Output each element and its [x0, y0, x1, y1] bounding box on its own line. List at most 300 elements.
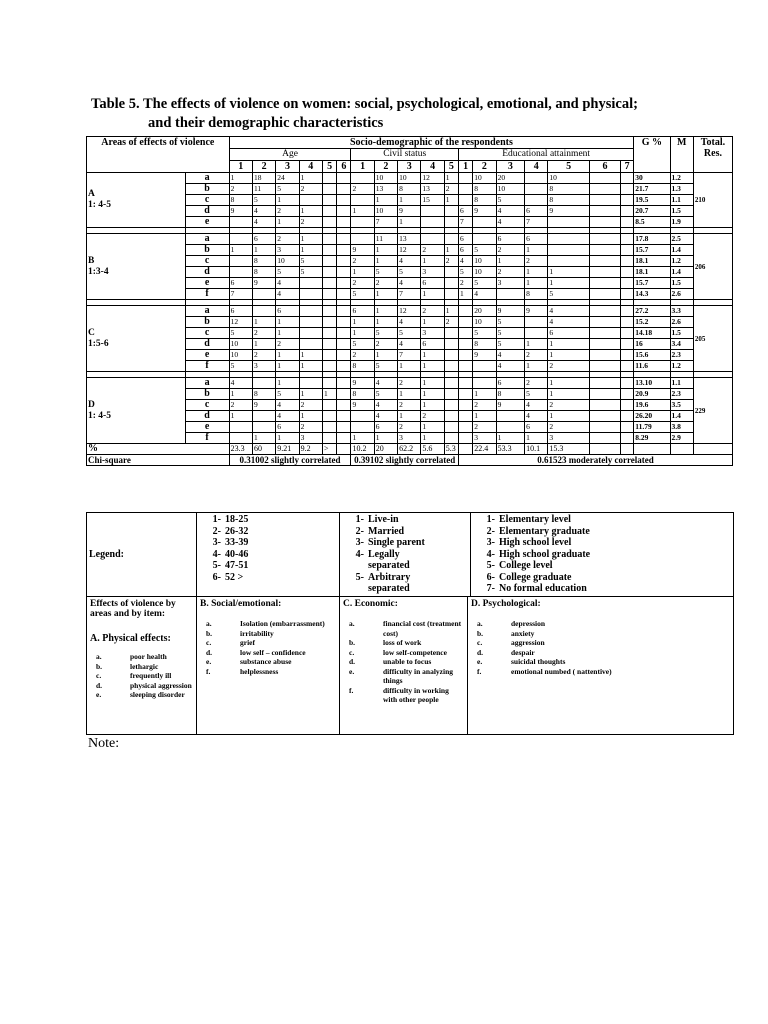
- age-cell: 4: [252, 206, 275, 217]
- edu-cell: 10: [473, 317, 496, 328]
- g-percent-cell: 27.2: [634, 306, 670, 317]
- civil-cell: [351, 422, 374, 433]
- legend-number: 3-: [355, 537, 364, 548]
- edu-cell: [589, 328, 620, 339]
- age-cell: [299, 378, 322, 389]
- age-cell: 5: [299, 256, 322, 267]
- legend-item: [199, 537, 337, 549]
- edu-cell: [459, 317, 473, 328]
- edu-cell: 6: [459, 206, 473, 217]
- legend-number: 4-: [486, 548, 495, 560]
- area-label: D 1: 4-5: [87, 378, 186, 444]
- civil-cell: 4: [398, 317, 421, 328]
- edu-cell: 3: [548, 433, 589, 444]
- edu-cell: [621, 245, 634, 256]
- legend-text: Legally separated: [368, 548, 410, 571]
- edu-cell: [525, 184, 548, 195]
- edu-cell: [589, 306, 620, 317]
- age-cell: 1: [299, 411, 322, 422]
- age-cell: [322, 245, 336, 256]
- edu-col-number: 5: [548, 161, 589, 173]
- effect-item: [200, 657, 336, 667]
- legend-table: [86, 512, 734, 597]
- age-cell: [337, 217, 351, 228]
- legend-text: 47-51: [225, 560, 249, 571]
- table-row: [87, 234, 733, 245]
- effect-letter: a.: [477, 619, 483, 628]
- g-percent-cell: 13.10: [634, 378, 670, 389]
- edu-cell: 7: [525, 217, 548, 228]
- age-col-number: 3: [276, 161, 299, 173]
- age-cell: 1: [299, 389, 322, 400]
- age-cell: [337, 433, 351, 444]
- age-cell: [337, 234, 351, 245]
- legend-item: [342, 572, 468, 595]
- age-col-number: 5: [322, 161, 336, 173]
- g-percent-cell: 8.29: [634, 433, 670, 444]
- edu-cell: [621, 195, 634, 206]
- item-letter: e: [185, 217, 229, 228]
- legend-edu: [471, 513, 734, 597]
- effect-letter: b.: [349, 638, 356, 647]
- edu-cell: [589, 422, 620, 433]
- mean-cell: 1.2: [670, 173, 693, 184]
- edu-cell: [621, 411, 634, 422]
- edu-cell: [621, 378, 634, 389]
- age-cell: [322, 306, 336, 317]
- effect-item: [200, 638, 336, 648]
- edu-cell: [525, 317, 548, 328]
- age-cell: 1: [252, 433, 275, 444]
- civil-cell: 1: [398, 389, 421, 400]
- edu-cell: 10: [473, 173, 496, 184]
- edu-cell: 1: [525, 278, 548, 289]
- effect-letter: f.: [477, 666, 482, 676]
- g-percent-cell: 19.6: [634, 400, 670, 411]
- edu-cell: 2: [473, 422, 496, 433]
- mean-cell: 3.3: [670, 306, 693, 317]
- edu-cell: [621, 317, 634, 328]
- edu-cell: 4: [496, 350, 525, 361]
- edu-cell: 8: [473, 195, 496, 206]
- civil-cell: 7: [398, 350, 421, 361]
- edu-cell: 8: [548, 184, 589, 195]
- edu-cell: [621, 422, 634, 433]
- item-letter: e: [185, 422, 229, 433]
- g-percent-cell: 8.5: [634, 217, 670, 228]
- legend-number: 2-: [486, 525, 495, 537]
- civil-cell: 7: [374, 217, 397, 228]
- edu-cell: [459, 195, 473, 206]
- civil-cell: 15: [421, 195, 444, 206]
- age-cell: 2: [229, 400, 252, 411]
- legend-item: [199, 560, 337, 572]
- table-row: [87, 173, 733, 184]
- item-letter: b: [185, 389, 229, 400]
- effect-item: [90, 652, 193, 662]
- legend-number: 3-: [212, 537, 221, 548]
- edu-cell: 7: [459, 217, 473, 228]
- effect-letter: e.: [96, 690, 102, 699]
- total-res-cell: 210: [693, 173, 732, 228]
- item-letter: a: [185, 378, 229, 389]
- edu-cell: [548, 217, 589, 228]
- edu-cell: [496, 289, 525, 300]
- edu-cell: 5: [548, 289, 589, 300]
- age-cell: 1: [276, 378, 299, 389]
- age-cell: [229, 217, 252, 228]
- civil-cell: 4: [374, 400, 397, 411]
- edu-cell: [459, 411, 473, 422]
- g-percent-cell: 30: [634, 173, 670, 184]
- effect-text: aggression: [511, 638, 545, 647]
- legend-number: 1-: [486, 514, 495, 525]
- civil-cell: 5: [398, 328, 421, 339]
- effect-text: helplessness: [240, 666, 279, 676]
- edu-cell: [459, 400, 473, 411]
- social-title: B. Social/emotional:: [200, 599, 282, 609]
- age-cell: 1: [299, 245, 322, 256]
- effect-text: unable to focus: [383, 657, 432, 666]
- item-letter: b: [185, 184, 229, 195]
- mean-cell: 1.5: [670, 278, 693, 289]
- age-cell: [322, 195, 336, 206]
- g-percent-cell: 18.1: [634, 267, 670, 278]
- age-cell: 6: [252, 234, 275, 245]
- edu-cell: [496, 422, 525, 433]
- item-letter: e: [185, 278, 229, 289]
- civil-cell: 1: [374, 289, 397, 300]
- percent-row: [87, 444, 733, 455]
- item-letter: c: [185, 328, 229, 339]
- legend-text: High school level: [499, 537, 572, 548]
- civil-cell: 4: [374, 378, 397, 389]
- age-col-number: 1: [229, 161, 252, 173]
- civil-cell: 1: [421, 389, 444, 400]
- edu-cell: 6: [548, 328, 589, 339]
- age-cell: 2: [299, 400, 322, 411]
- edu-cell: 6: [496, 234, 525, 245]
- edu-cell: [459, 350, 473, 361]
- legend-text: College level: [499, 560, 553, 571]
- edu-cell: [621, 184, 634, 195]
- civil-cell: 1: [421, 400, 444, 411]
- legend-age: [197, 513, 340, 597]
- civil-cell: 3: [421, 267, 444, 278]
- g-percent-cell: 16: [634, 339, 670, 350]
- edu-cell: [459, 378, 473, 389]
- civil-cell: 9: [351, 245, 374, 256]
- edu-cell: [621, 400, 634, 411]
- civil-cell: [421, 217, 444, 228]
- civil-cell: 2: [398, 422, 421, 433]
- edu-cell: 1: [548, 378, 589, 389]
- edu-cell: [589, 173, 620, 184]
- chi-civil: 0.39102 slightly correlated: [351, 455, 459, 466]
- effect-letter: c.: [206, 638, 212, 647]
- civil-cell: [351, 234, 374, 245]
- effect-text: anxiety: [511, 628, 535, 638]
- mean-blank: [670, 444, 693, 455]
- effect-item: [343, 657, 464, 667]
- age-cell: [299, 289, 322, 300]
- legend-text: Single parent: [368, 537, 425, 548]
- edu-cell: [621, 217, 634, 228]
- age-cell: 1: [229, 389, 252, 400]
- effect-letter: a.: [206, 619, 212, 628]
- civil-cell: [444, 400, 458, 411]
- civil-cell: 2: [421, 306, 444, 317]
- civil-cell: 8: [351, 361, 374, 372]
- age-cell: 1: [276, 317, 299, 328]
- civil-cell: 6: [374, 422, 397, 433]
- civil-cell: [444, 234, 458, 245]
- civil-cell: 1: [421, 433, 444, 444]
- edu-cell: 6: [496, 378, 525, 389]
- civil-cell: [444, 361, 458, 372]
- g-percent-cell: 11.6: [634, 361, 670, 372]
- edu-cell: [621, 173, 634, 184]
- age-cell: [337, 389, 351, 400]
- legend-item: [342, 537, 468, 549]
- edu-cell: 4: [459, 256, 473, 267]
- edu-cell: [621, 389, 634, 400]
- age-cell: 18: [252, 173, 275, 184]
- chi-square-label: Chi-square: [87, 455, 230, 466]
- m-header: M: [670, 137, 693, 173]
- edu-cell: [621, 289, 634, 300]
- age-cell: [322, 433, 336, 444]
- edu-cell: 5: [496, 195, 525, 206]
- civil-cell: [444, 206, 458, 217]
- legend-item: [199, 514, 337, 526]
- edu-cell: [589, 317, 620, 328]
- edu-col-number: 2: [473, 161, 496, 173]
- edu-cell: [525, 328, 548, 339]
- age-cell: 7: [229, 289, 252, 300]
- age-cell: 1: [299, 173, 322, 184]
- age-cell: [322, 400, 336, 411]
- g-percent-cell: 20.9: [634, 389, 670, 400]
- civil-cell: 12: [421, 173, 444, 184]
- age-cell: 9: [252, 278, 275, 289]
- age-cell: [322, 234, 336, 245]
- edu-cell: [473, 378, 496, 389]
- civil-cell: 1: [421, 256, 444, 267]
- legend-civil: [340, 513, 471, 597]
- mean-cell: 1.2: [670, 256, 693, 267]
- edu-percent: 10.1: [525, 444, 548, 455]
- civil-cell: 4: [398, 278, 421, 289]
- note-label: Note:: [88, 736, 120, 751]
- edu-cell: 4: [548, 317, 589, 328]
- edu-cell: [459, 328, 473, 339]
- age-cell: [337, 173, 351, 184]
- mean-cell: 1.5: [670, 206, 693, 217]
- civil-cell: 1: [421, 350, 444, 361]
- effect-item: [343, 638, 464, 648]
- age-cell: 6: [276, 422, 299, 433]
- areas-header: Areas of effects of violence: [87, 137, 230, 173]
- edu-cell: 8: [473, 184, 496, 195]
- civil-cell: 2: [421, 411, 444, 422]
- g-percent-cell: 21.7: [634, 184, 670, 195]
- age-cell: 11: [252, 184, 275, 195]
- edu-header: Educational attainment: [459, 149, 634, 161]
- mean-cell: 2.6: [670, 289, 693, 300]
- edu-cell: 2: [525, 378, 548, 389]
- legend-item: [199, 526, 337, 538]
- age-cell: 3: [252, 361, 275, 372]
- civil-cell: 13: [421, 184, 444, 195]
- item-letter: f: [185, 289, 229, 300]
- edu-cell: 20: [473, 306, 496, 317]
- edu-cell: [621, 339, 634, 350]
- edu-cell: [589, 195, 620, 206]
- table-row: [87, 306, 733, 317]
- age-cell: [337, 306, 351, 317]
- civil-cell: 1: [374, 256, 397, 267]
- civil-cell: 10: [374, 173, 397, 184]
- item-letter: c: [185, 256, 229, 267]
- civil-cell: 13: [398, 234, 421, 245]
- edu-cell: 1: [473, 411, 496, 422]
- age-cell: 10: [229, 350, 252, 361]
- age-cell: [299, 328, 322, 339]
- civil-cell: 1: [351, 317, 374, 328]
- edu-cell: [621, 361, 634, 372]
- civil-cell: 1: [374, 306, 397, 317]
- age-cell: [337, 422, 351, 433]
- civil-cell: 3: [398, 433, 421, 444]
- civil-cell: 13: [374, 184, 397, 195]
- civil-cell: 6: [421, 278, 444, 289]
- civil-cell: [444, 433, 458, 444]
- legend-item: [473, 526, 731, 538]
- civil-cell: 5: [374, 328, 397, 339]
- age-cell: 8: [252, 389, 275, 400]
- civil-cell: 2: [351, 350, 374, 361]
- mean-cell: 2.9: [670, 433, 693, 444]
- g-percent-cell: 15.7: [634, 245, 670, 256]
- age-cell: [322, 173, 336, 184]
- edu-cell: 2: [525, 256, 548, 267]
- civil-cell: [444, 411, 458, 422]
- edu-cell: [459, 173, 473, 184]
- legend-item: [473, 583, 731, 595]
- age-cell: 10: [229, 339, 252, 350]
- civil-cell: 2: [421, 245, 444, 256]
- age-cell: [337, 328, 351, 339]
- edu-cell: [459, 339, 473, 350]
- psych-title: D. Psychological:: [471, 599, 541, 609]
- social-effects-cell: [197, 597, 340, 735]
- civil-cell: [444, 389, 458, 400]
- g-percent-blank: [634, 444, 670, 455]
- age-cell: 4: [276, 411, 299, 422]
- item-letter: e: [185, 350, 229, 361]
- effects-intro: Effects of violence by areas and by item:: [90, 599, 176, 619]
- edu-cell: 1: [525, 245, 548, 256]
- civil-cell: 12: [398, 306, 421, 317]
- mean-cell: 1.4: [670, 245, 693, 256]
- edu-cell: [548, 245, 589, 256]
- effects-data-table: [86, 136, 733, 466]
- edu-cell: 4: [548, 306, 589, 317]
- edu-cell: [589, 184, 620, 195]
- mean-cell: 1.4: [670, 267, 693, 278]
- age-col-number: 2: [252, 161, 275, 173]
- civil-cell: 5: [398, 267, 421, 278]
- effect-letter: d.: [477, 647, 484, 657]
- chi-age: 0.31002 slightly correlated: [229, 455, 351, 466]
- edu-cell: 1: [548, 278, 589, 289]
- edu-percent: 22.4: [473, 444, 496, 455]
- mean-cell: 2.3: [670, 389, 693, 400]
- age-cell: 4: [276, 289, 299, 300]
- legend-label: Legend:: [87, 513, 197, 597]
- edu-cell: [589, 217, 620, 228]
- g-percent-cell: 17.8: [634, 234, 670, 245]
- effect-item: [200, 629, 336, 639]
- civil-cell: 1: [398, 195, 421, 206]
- effect-text: low self-competence: [383, 647, 447, 657]
- item-letter: a: [185, 234, 229, 245]
- g-percent-cell: 26.20: [634, 411, 670, 422]
- age-cell: 4: [229, 378, 252, 389]
- legend-text: Live-in: [368, 514, 399, 525]
- legend-item: [342, 526, 468, 538]
- age-cell: 24: [276, 173, 299, 184]
- total-res-cell: 206: [693, 234, 732, 300]
- edu-cell: [589, 245, 620, 256]
- legend-text: Elementary graduate: [499, 525, 590, 537]
- age-cell: 3: [276, 245, 299, 256]
- age-cell: 1: [229, 245, 252, 256]
- civil-cell: 9: [398, 206, 421, 217]
- edu-cell: [621, 267, 634, 278]
- age-cell: [322, 256, 336, 267]
- civil-cell: 1: [444, 245, 458, 256]
- item-letter: c: [185, 195, 229, 206]
- legend-item: [473, 514, 731, 526]
- effect-letter: d.: [96, 680, 103, 690]
- civil-cell: 2: [444, 184, 458, 195]
- mean-cell: 2.5: [670, 234, 693, 245]
- table-title: [91, 95, 731, 133]
- edu-cell: 9: [548, 206, 589, 217]
- age-cell: [229, 422, 252, 433]
- civil-col-number: 1: [351, 161, 374, 173]
- edu-cell: 2: [548, 422, 589, 433]
- edu-cell: 2: [473, 400, 496, 411]
- edu-cell: 2: [459, 278, 473, 289]
- legend-item: [199, 549, 337, 561]
- item-letter: a: [185, 306, 229, 317]
- civil-cell: 1: [374, 245, 397, 256]
- age-percent: 60: [252, 444, 275, 455]
- effect-letter: a.: [349, 619, 355, 628]
- age-cell: [252, 422, 275, 433]
- age-cell: 2: [229, 184, 252, 195]
- edu-cell: 2: [548, 400, 589, 411]
- edu-cell: [459, 361, 473, 372]
- edu-cell: 5: [473, 328, 496, 339]
- civil-cell: 1: [374, 195, 397, 206]
- edu-percent: 53.3: [496, 444, 525, 455]
- legend-text: High school graduate: [499, 548, 591, 560]
- age-cell: 1: [299, 350, 322, 361]
